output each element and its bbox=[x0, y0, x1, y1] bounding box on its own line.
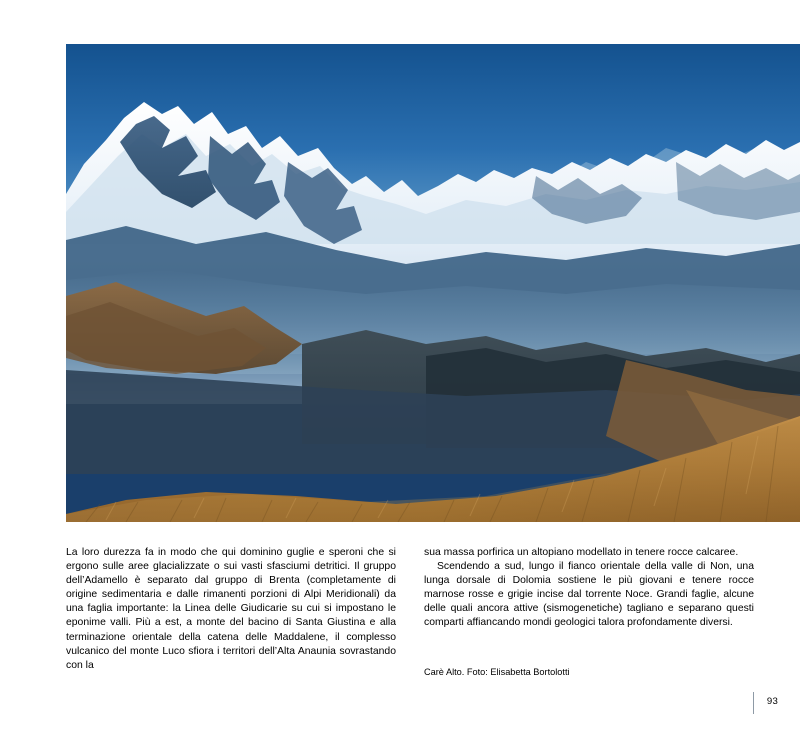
photo-artwork bbox=[66, 44, 800, 522]
paragraph: sua massa porfirica un altopiano modellato in tenere rocce calcaree. bbox=[424, 547, 739, 558]
folio-divider bbox=[753, 692, 754, 714]
body-text-column-left bbox=[66, 546, 396, 673]
mountain-panorama-photo bbox=[66, 44, 800, 522]
page-number: 93 bbox=[766, 696, 778, 707]
paragraph: La loro durezza fa in modo che qui dominino guglie e speroni che si ergono sulle aree glacializzate o sui vasti sfasciumi detritici. Il gruppo dell’Adamello è separato dal gruppo di Brenta (completamente di origine sedimentaria e dalle rimanenti porzioni di Alpi Meridionali) da una faglia importante: la Linea delle Giudicarie su cui si impostano le eponime valli. Più a est, a monte del bacino di Santa Giustina e alla terminazione orientale della catena delle Maddalene, il complesso vulcanico del monte Luco sfiora i territori dell’Alta Anaunia sovrastando con la bbox=[66, 547, 396, 671]
photo-caption: Carè Alto. Foto: Elisabetta Bortolotti bbox=[424, 667, 570, 677]
body-text-column-right bbox=[424, 546, 754, 631]
paragraph: Scendendo a sud, lungo il fianco orientale della valle di Non, una lunga dorsale di Dolomia sostiene le più giovani e tenere rocce marnose rosse e grigie incise dal torrente Noce. Grandi faglie, alcune delle quali ancora attive (sismogenetiche) tagliano e separano questi comparti affiancando mondi geologici talora profondamente diversi. bbox=[424, 561, 754, 629]
